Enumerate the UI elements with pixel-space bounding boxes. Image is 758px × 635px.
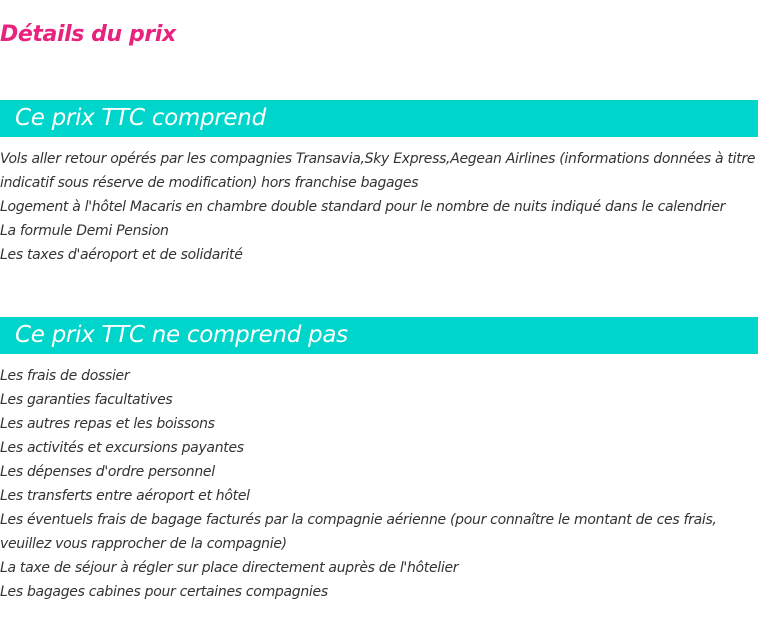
excludes-item-other-meals: Les autres repas et les boissons	[0, 416, 215, 432]
includes-item-flights: Vols aller retour opérés par les compagnies Transavia,Sky Express,Aegean Airlines (informations données à titre indicatif sous réserve de modification) hors franchise bagages	[0, 151, 756, 191]
excludes-item-optional-insurance: Les garanties facultatives	[0, 392, 173, 408]
section-heading-includes: Ce prix TTC comprend	[15, 105, 266, 131]
excludes-item-paid-activities: Les activités et excursions payantes	[0, 440, 244, 456]
excludes-item-personal-expenses: Les dépenses d'ordre personnel	[0, 464, 215, 480]
includes-list	[0, 147, 758, 267]
section-header-includes	[0, 100, 758, 137]
excludes-item-booking-fees: Les frais de dossier	[0, 368, 130, 384]
excludes-item-cabin-bags: Les bagages cabines pour certaines compagnies	[0, 584, 328, 600]
includes-item-lodging: Logement à l'hôtel Macaris en chambre double standard pour le nombre de nuits indiqué dans le calendrier	[0, 199, 726, 215]
excludes-item-transfers: Les transferts entre aéroport et hôtel	[0, 488, 250, 504]
includes-item-airport-taxes: Les taxes d'aéroport et de solidarité	[0, 247, 243, 263]
includes-item-half-board: La formule Demi Pension	[0, 223, 169, 239]
excludes-item-baggage-fees: Les éventuels frais de bagage facturés par la compagnie aérienne (pour connaître le montant de ces frais, veuillez vous rapprocher de la compagnie)	[0, 512, 717, 552]
excludes-list	[0, 364, 758, 604]
section-heading-excludes: Ce prix TTC ne comprend pas	[15, 322, 348, 348]
excludes-item-tourist-tax: La taxe de séjour à régler sur place directement auprès de l'hôtelier	[0, 560, 459, 576]
page-title: Détails du prix	[0, 22, 176, 47]
section-header-excludes	[0, 317, 758, 354]
